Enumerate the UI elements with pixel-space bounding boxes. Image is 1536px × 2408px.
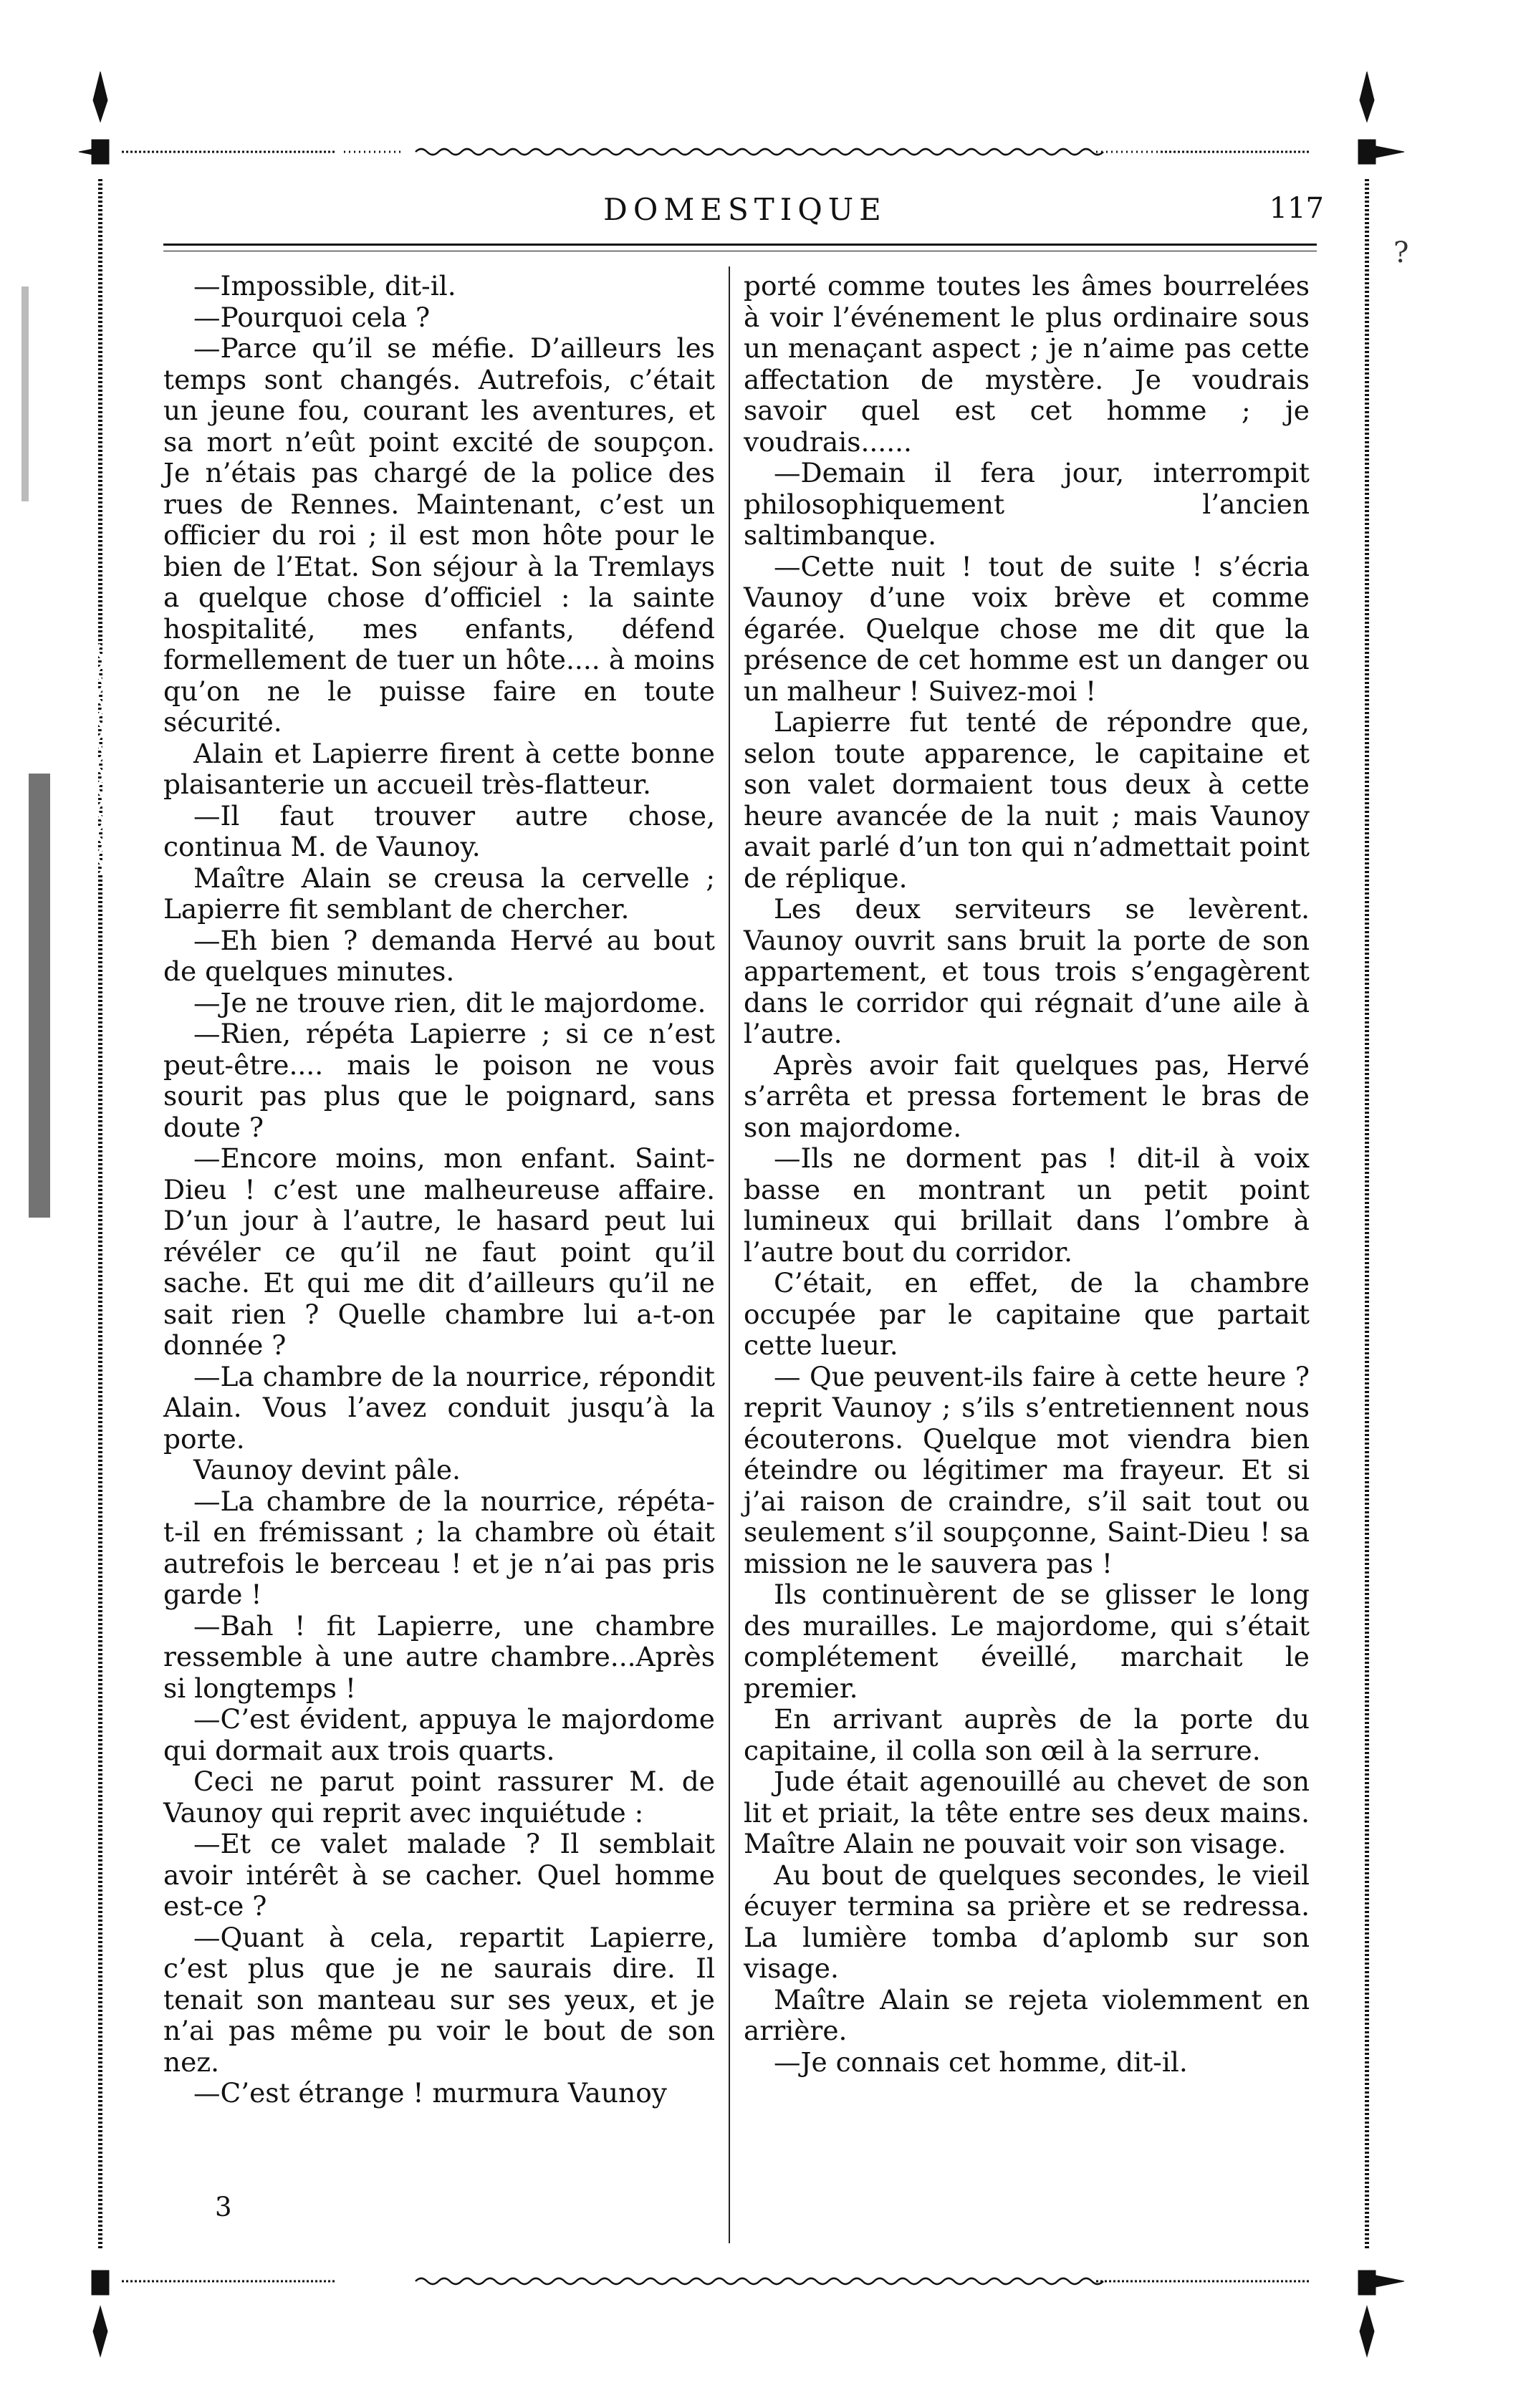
paragraph: —C’est évident, appuya le majordome qui dormait aux trois quarts. [163, 1703, 715, 1766]
paragraph: —Je connais cet homme, dit-il. [774, 2046, 1188, 2078]
margin-mark: ? [1393, 236, 1409, 269]
right-column [744, 271, 1310, 2078]
paragraph: Maître Alain se creusa la cervelle ; Lapierre fit semblant de chercher. [163, 862, 715, 925]
paragraph: —Pourquoi cela ? [193, 301, 431, 333]
paragraph: Vaunoy devint pâle. [193, 1454, 461, 1485]
page-header [172, 188, 1324, 231]
paragraph: —Impossible, dit-il. [193, 270, 456, 302]
paragraph: —Bah ! fit Lapierre, une chambre ressemble à une autre chambre...Après si longtemps ! [163, 1609, 715, 1704]
paragraph: Alain et Lapierre firent à cette bonne plaisanterie un accueil très-flatteur. [163, 737, 715, 800]
paragraph: —La chambre de la nourrice, répéta-t-il en frémissant ; la chambre où était autrefois le berceau ! et je n’ai pas pris garde ! [163, 1485, 715, 1610]
paragraph: porté comme toutes les âmes bourrelées à voir l’événement le plus ordinaire sous un menaçant aspect ; je n’aime pas cette affectation de mystère. Je voudrais savoir quel est cet homme ; je voudrais...... [744, 270, 1310, 458]
paragraph: Ceci ne parut point rassurer M. de Vaunoy qui reprit avec inquiétude : [163, 1766, 715, 1829]
paragraph: Les deux serviteurs se levèrent. Vaunoy ouvrit sans bruit la porte de son appartement, et tous trois s’engagèrent dans le corridor qui régnait d’une aile à l’autre. [744, 893, 1310, 1049]
paragraph: Au bout de quelques secondes, le vieil écuyer termina sa prière et se redressa. La lumière tomba d’aplomb sur son visage. [744, 1859, 1310, 1984]
paragraph: —Rien, répéta Lapierre ; si ce n’est peut-être.... mais le poison ne vous sourit pas plus que le poignard, sans doute ? [163, 1018, 715, 1143]
paragraph: Lapierre fut tenté de répondre que, selon toute apparence, le capitaine et son valet dormaient tous deux à cette heure avancée de la nuit ; mais Vaunoy avait parlé d’un ton qui n’admettait point de réplique. [744, 706, 1310, 894]
paragraph: —Je ne trouve rien, dit le majordome. [193, 986, 706, 1018]
signature-mark: 3 [215, 2192, 232, 2222]
paragraph: —C’est étrange ! murmura Vaunoy [193, 2077, 667, 2109]
paragraph: — Que peuvent-ils faire à cette heure ? reprit Vaunoy ; s’ils s’entretiennent nous écouterons. Quelque mot viendra bien éteindre ou légitimer ma frayeur. Et si j’ai raison de craindre, s’il sait tout ou seulement s’il soupçonne, Saint-Dieu ! sa mission ne le sauvera pas ! [744, 1360, 1310, 1579]
paragraph: —La chambre de la nourrice, répondit Alain. Vous l’avez conduit jusqu’à la porte. [163, 1360, 715, 1455]
paragraph: —Demain il fera jour, interrompit philosophiquement l’ancien saltimbanque. [744, 457, 1310, 551]
page-number: 117 [1269, 192, 1324, 225]
paragraph: —Parce qu’il se méfie. D’ailleurs les temps sont changés. Autrefois, c’était un jeune fou, courant les aventures, et sa mort n’eût point excité de soupçon. Je n’étais pas chargé de la police des rues de Rennes. Maintenant, c’est un officier du roi ; il est mon hôte pour le bien de l’Etat. Son séjour à la Tremlays a quelque chose d’officiel : la sainte hospitalité, mes enfants, défend formellement de tuer un hôte.... à moins qu’on ne le puisse faire en toute sécurité. [163, 332, 715, 738]
paragraph: C’était, en effet, de la chambre occupée par le capitaine que partait cette lueur. [744, 1267, 1310, 1361]
paragraph: —Et ce valet malade ? Il semblait avoir intérêt à se cacher. Quel homme est-ce ? [163, 1828, 715, 1922]
header-rule [163, 244, 1317, 246]
column-divider [729, 266, 730, 2243]
paragraph: En arrivant auprès de la porte du capitaine, il colla son œil à la serrure. [744, 1703, 1310, 1766]
paragraph: Jude était agenouillé au chevet de son lit et priait, la tête entre ses deux mains. Maître Alain ne pouvait voir son visage. [744, 1766, 1310, 1859]
left-column [163, 271, 715, 2109]
paragraph: —Il faut trouver autre chose, continua M. de Vaunoy. [163, 799, 715, 862]
paragraph: Après avoir fait quelques pas, Hervé s’arrêta et pressa fortement le bras de son majordome. [744, 1049, 1310, 1143]
paragraph: —Encore moins, mon enfant. Saint-Dieu ! c’est une malheureuse affaire. D’un jour à l’autre, le hasard peut lui révéler ce qu’il ne faut point qu’il sache. Et qui me dit d’ailleurs qu’il ne sait rien ? Quelle chambre lui a-t-on donnée ? [163, 1142, 715, 1361]
paragraph: —Eh bien ? demanda Hervé au bout de quelques minutes. [163, 924, 715, 987]
running-title: DOMESTIQUE [603, 192, 887, 227]
paragraph: Ils continuèrent de se glisser le long des murailles. Le majordome, qui s’était complétement éveillé, marchait le premier. [744, 1579, 1310, 1704]
paragraph: —Quant à cela, repartit Lapierre, c’est plus que je ne saurais dire. Il tenait son manteau sur ses yeux, et je n’ai pas même pu voir le bout de son nez. [163, 1921, 715, 2078]
paragraph: Maître Alain se rejeta violemment en arrière. [744, 1983, 1310, 2046]
paragraph: —Ils ne dorment pas ! dit-il à voix basse en montrant un petit point lumineux qui brillait dans l’ombre à l’autre bout du corridor. [744, 1142, 1310, 1268]
paragraph: —Cette nuit ! tout de suite ! s’écria Vaunoy d’une voix brève et comme égarée. Quelque chose me dit que la présence de cet homme est un danger ou un malheur ! Suivez-moi ! [744, 550, 1310, 707]
